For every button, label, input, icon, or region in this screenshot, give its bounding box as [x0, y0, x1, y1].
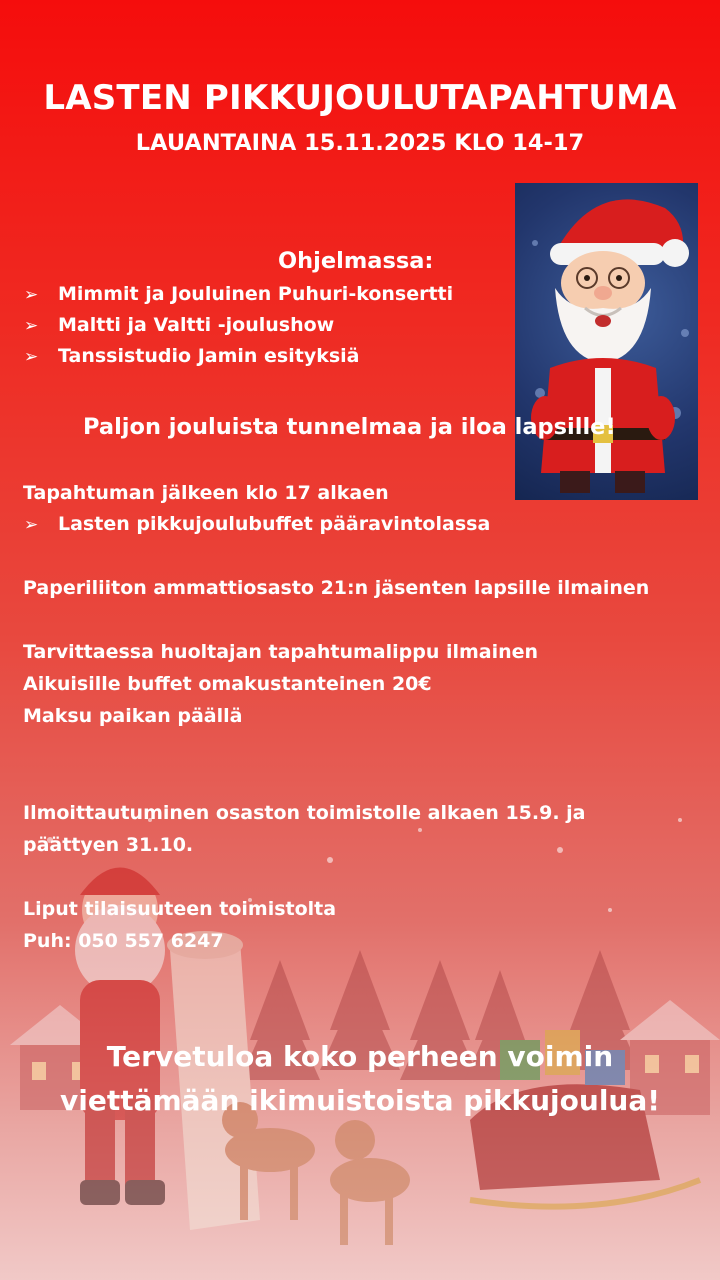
page-title: LASTEN PIKKUJOULUTAPAHTUMA [43, 78, 677, 118]
pricing-line: Maksu paikan päällä [23, 705, 243, 727]
program-item: ➢ Maltti ja Valtti -joulushow [24, 314, 335, 336]
arrow-bullet-icon: ➢ [24, 347, 39, 367]
tagline: Paljon jouluista tunnelmaa ja iloa lapsille! [83, 414, 616, 440]
pricing-line: Tarvittaessa huoltajan tapahtumalippu ilmainen [23, 641, 539, 663]
tickets-line: Liput tilaisuuteen toimistolta [23, 898, 337, 920]
registration-line: Ilmoittautuminen osaston toimistolle alkaen 15.9. ja [23, 802, 586, 824]
pricing-line: Aikuisille buffet omakustanteinen 20€ [23, 673, 432, 695]
arrow-bullet-icon: ➢ [24, 316, 39, 336]
registration-line: päättyen 31.10. [23, 834, 194, 856]
program-item: ➢ Mimmit ja Jouluinen Puhuri-konsertti [24, 283, 454, 305]
buffet-item: ➢ Lasten pikkujoulubuffet pääravintolassa [24, 513, 491, 535]
program-item: ➢ Tanssistudio Jamin esityksiä [24, 345, 360, 367]
program-heading: Ohjelmassa: [278, 248, 434, 274]
arrow-bullet-icon: ➢ [24, 515, 39, 535]
members-free-text: Paperiliiton ammattiosasto 21:n jäsenten lapsille ilmainen [23, 577, 650, 599]
santa-claus-illustration [515, 183, 698, 500]
event-date: LAUANTAINA 15.11.2025 KLO 14-17 [135, 130, 585, 156]
after-event-text: Tapahtuman jälkeen klo 17 alkaen [23, 482, 389, 504]
closing-line: viettämään ikimuistoista pikkujoulua! [59, 1084, 661, 1117]
closing-line: Tervetuloa koko perheen voimin [106, 1040, 614, 1073]
phone-number: Puh: 050 557 6247 [23, 930, 224, 952]
arrow-bullet-icon: ➢ [24, 285, 39, 305]
santa-icon [515, 183, 698, 500]
